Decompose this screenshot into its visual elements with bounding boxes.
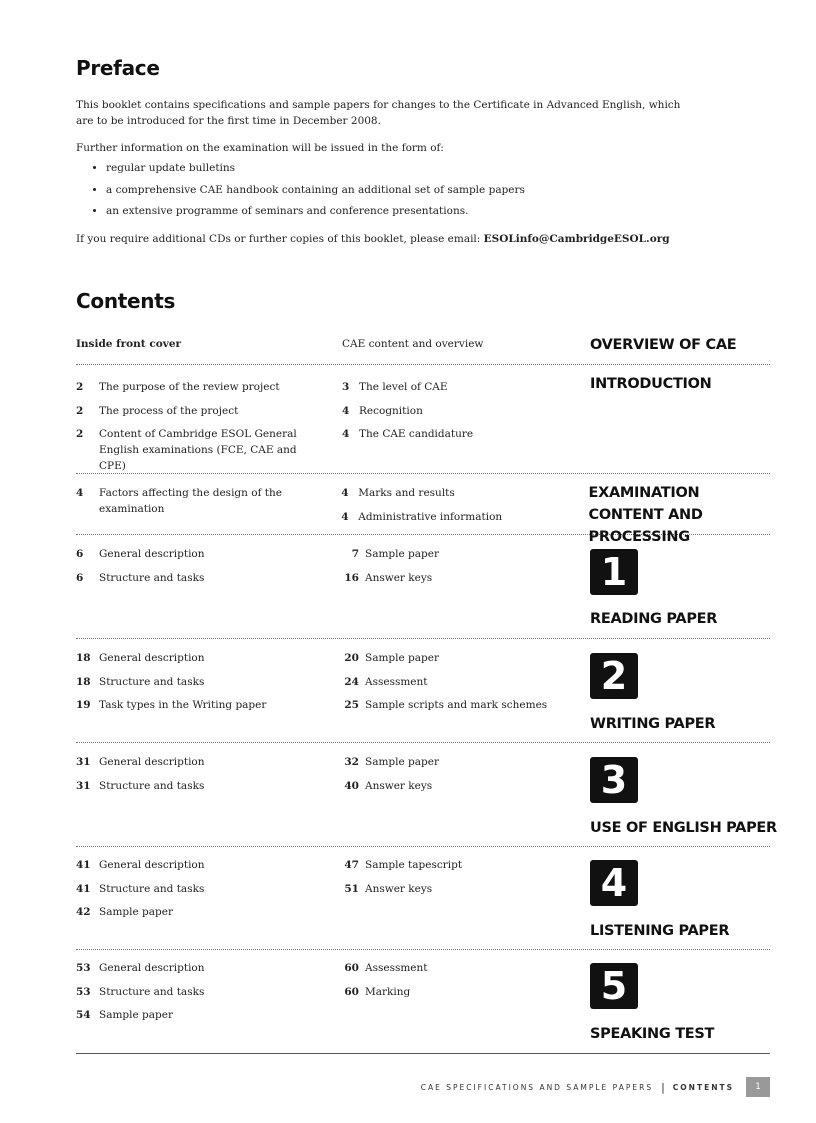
list-item: 19 Task types in the Writing paper bbox=[76, 699, 267, 711]
section-title: USE OF ENGLISH PAPER bbox=[590, 820, 777, 836]
list-item: 25 Sample scripts and mark schemes bbox=[344, 699, 548, 711]
paper-number-badge: 5 bbox=[590, 963, 638, 1009]
right-column bbox=[342, 546, 590, 638]
list-item: 6 Structure and tasks bbox=[76, 571, 205, 584]
section-title: EXAMINATION CONTENT AND PROCESSING bbox=[588, 485, 703, 545]
cae-content-overview: CAE content and overview bbox=[342, 338, 484, 350]
preface-body bbox=[76, 97, 770, 247]
list-item: 53 Structure and tasks bbox=[76, 985, 205, 998]
page-number: 1 bbox=[746, 1077, 770, 1097]
list-item: 60 Marking bbox=[344, 985, 411, 998]
list-item: 40 Answer keys bbox=[344, 779, 433, 792]
list-item: 4 Factors affecting the design of the examination bbox=[76, 487, 282, 515]
section-title: SPEAKING TEST bbox=[590, 1026, 715, 1042]
list-item: 2 Content of Cambridge ESOL General English examinations (FCE, CAE and CPE) bbox=[76, 428, 297, 472]
list-item: 51 Answer keys bbox=[344, 882, 433, 895]
list-item: 4 Recognition bbox=[342, 404, 423, 417]
preface-bullets bbox=[76, 160, 770, 219]
list-item: 47 Sample tapescript bbox=[344, 859, 463, 871]
email-link[interactable]: ESOLinfo@CambridgeESOL.org bbox=[483, 233, 670, 245]
list-item: 60 Assessment bbox=[344, 962, 428, 974]
email-line bbox=[76, 231, 770, 247]
left-column bbox=[76, 960, 342, 1053]
section-title: WRITING PAPER bbox=[590, 716, 716, 732]
right-column bbox=[342, 379, 590, 473]
list-item: 4 The CAE candidature bbox=[342, 428, 474, 440]
section-title: READING PAPER bbox=[590, 611, 718, 627]
paper-number-badge: 3 bbox=[590, 757, 638, 803]
section-use-of-english-paper bbox=[76, 743, 777, 847]
bullet-item: • an extensive programme of seminars and conference presentations. bbox=[106, 203, 770, 219]
section-title: LISTENING PAPER bbox=[590, 923, 730, 939]
footer-separator: | bbox=[661, 1080, 665, 1094]
contents-header-row bbox=[76, 334, 770, 365]
left-column bbox=[76, 379, 342, 473]
bullet-item: • regular update bulletins bbox=[106, 160, 770, 176]
page-footer bbox=[421, 1077, 770, 1097]
list-item: 31 General description bbox=[76, 756, 205, 768]
list-item: 18 Structure and tasks bbox=[76, 675, 205, 688]
list-item: 3 The level of CAE bbox=[342, 381, 448, 393]
contents-table bbox=[76, 334, 777, 1054]
section-introduction bbox=[76, 365, 770, 474]
list-item: 4 Marks and results bbox=[341, 487, 455, 499]
list-item: 24 Assessment bbox=[344, 675, 428, 688]
list-item: 6 General description bbox=[76, 548, 205, 560]
list-item: 41 Structure and tasks bbox=[76, 882, 205, 895]
list-item: 7 Sample paper bbox=[351, 548, 439, 560]
list-item: 18 General description bbox=[76, 652, 205, 664]
preface-title: Preface bbox=[76, 56, 160, 80]
bullet-item: • a comprehensive CAE handbook containing an additional set of sample papers bbox=[106, 182, 770, 198]
section-title: OVERVIEW OF CAE bbox=[590, 337, 737, 353]
list-item: 41 General description bbox=[76, 859, 205, 871]
left-column bbox=[76, 857, 342, 949]
list-item: 32 Sample paper bbox=[344, 756, 439, 768]
section-reading-paper bbox=[76, 535, 770, 639]
right-column bbox=[341, 485, 588, 534]
right-column bbox=[342, 650, 590, 742]
section-speaking-test bbox=[76, 950, 770, 1054]
section-writing-paper bbox=[76, 639, 770, 743]
section-listening-paper bbox=[76, 847, 770, 950]
paper-number-badge: 4 bbox=[590, 860, 638, 906]
left-column bbox=[76, 650, 342, 742]
list-item: 53 General description bbox=[76, 962, 205, 974]
paper-number-badge: 2 bbox=[590, 653, 638, 699]
right-column bbox=[342, 754, 590, 846]
email-text: If you require additional CDs or further copies of this booklet, please email: bbox=[76, 233, 484, 245]
left-column bbox=[76, 754, 342, 846]
list-item: 20 Sample paper bbox=[344, 652, 439, 664]
left-column bbox=[76, 546, 342, 638]
list-item: 2 The process of the project bbox=[76, 404, 239, 417]
paper-number-badge: 1 bbox=[590, 549, 638, 595]
section-examination-content bbox=[76, 474, 770, 545]
footer-section: CONTENTS bbox=[672, 1082, 734, 1092]
footer-title: CAE SPECIFICATIONS AND SAMPLE PAPERS bbox=[420, 1082, 654, 1092]
section-title: INTRODUCTION bbox=[590, 376, 712, 392]
preface-paragraph-1: This booklet contains specifications and sample papers for changes to the Certificate in Advanced English, which bbox=[76, 99, 681, 111]
contents-title: Contents bbox=[76, 289, 176, 313]
list-item: 42 Sample paper bbox=[76, 906, 173, 918]
list-item: 31 Structure and tasks bbox=[76, 779, 205, 792]
preface-paragraph-2: Further information on the examination will be issued in the form of: bbox=[76, 142, 444, 154]
list-item: 4 Administrative information bbox=[341, 510, 503, 523]
list-item: 2 The purpose of the review project bbox=[76, 381, 280, 393]
left-column bbox=[76, 485, 341, 534]
right-column bbox=[342, 960, 590, 1053]
preface-paragraph-1b: are to be introduced for the first time in December 2008. bbox=[76, 115, 381, 127]
right-column bbox=[342, 857, 590, 949]
list-item: 16 Answer keys bbox=[344, 571, 433, 584]
inside-front-cover: Inside front cover bbox=[76, 338, 182, 350]
list-item: 54 Sample paper bbox=[76, 1009, 173, 1021]
